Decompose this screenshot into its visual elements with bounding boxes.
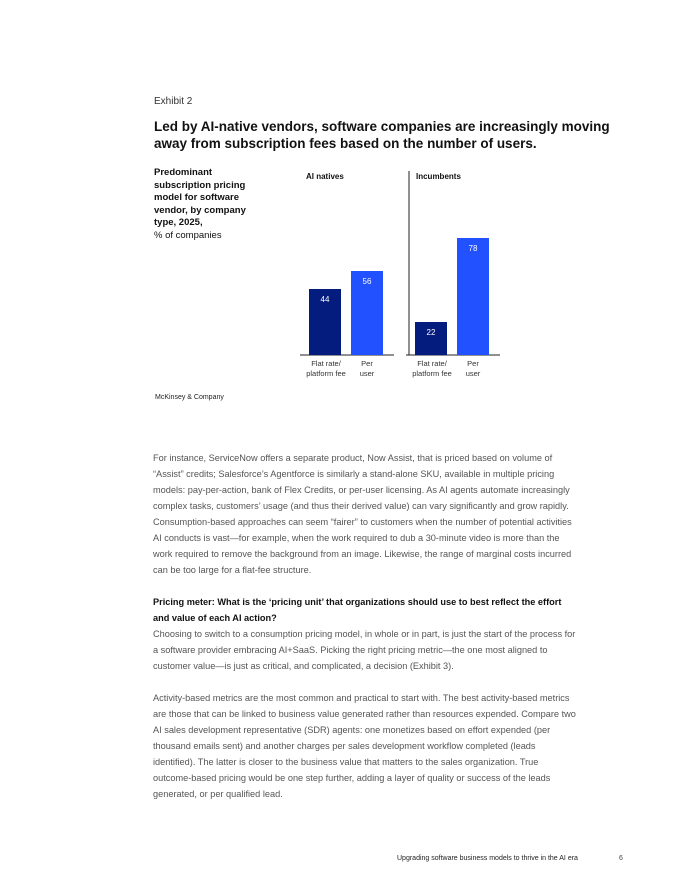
paragraph-3: Activity-based metrics are the most common and practical to start with. The best activity-based metrics are those that can be linked to business value generated rather than resources expended. Compare two AI sales development representative (SDR) agents: one monetizes based on effort expended (per thousand emails sent) and another charges per sales development workflow completed (leads identified). The latter is closer to the business value that matters to the sales organization. True outcome-based pricing would be one step further, adding a layer of quality or success of the leads generated, or per qualified lead. <box>153 693 576 799</box>
chart-description-unit: % of companies <box>154 229 222 241</box>
chart-description-title: Predominant subscription pricing model for software vendor, by company type, 2025, <box>154 167 246 228</box>
subheading: Pricing meter: What is the ‘pricing unit’ that organizations should use to best reflect the effort and value of each AI action? <box>153 597 562 623</box>
value-label-ai-natives-flat-rate: 44 <box>320 295 330 304</box>
chart-description <box>154 167 254 242</box>
group-label-ai-natives: AI natives <box>306 172 344 181</box>
paragraph-2: Choosing to switch to a consumption pricing model, in whole or in part, is just the start of the process for a software provider embracing AI+SaaS. Picking the right pricing metric—the one most aligned to customer value—is just as critical, and complicated, a decision (Exhibit 3). <box>153 629 576 671</box>
category-label-ai-natives-flat-rate: Flat rate/ <box>311 359 341 368</box>
category-label-incumbents-flat-rate: platform fee <box>412 369 452 378</box>
category-label-incumbents-flat-rate: Flat rate/ <box>417 359 447 368</box>
bar-incumbents-per-user <box>457 238 489 355</box>
category-label-ai-natives-per-user: Per <box>361 359 373 368</box>
footer-title: Upgrading software business models to thrive in the AI era <box>397 855 578 862</box>
article-body <box>153 450 578 818</box>
exhibit-title: Led by AI-native vendors, software companies are increasingly moving away from subscription fees based on the number of users. <box>154 119 610 151</box>
value-label-incumbents-per-user: 78 <box>468 244 478 253</box>
category-label-incumbents-per-user: Per <box>467 359 479 368</box>
category-label-ai-natives-per-user: user <box>359 369 375 378</box>
bar-incumbents-flat-rate <box>415 322 447 355</box>
bars <box>306 238 489 378</box>
exhibit-label: Exhibit 2 <box>154 96 193 107</box>
value-label-incumbents-flat-rate: 22 <box>426 328 436 337</box>
category-label-incumbents-per-user: user <box>465 369 481 378</box>
bar-chart <box>290 168 510 383</box>
chart-svg <box>290 168 510 383</box>
group-label-incumbents: Incumbents <box>416 172 461 181</box>
value-label-ai-natives-per-user: 56 <box>362 277 372 286</box>
page-number: 6 <box>619 855 623 862</box>
source-label: McKinsey & Company <box>155 394 224 401</box>
category-label-ai-natives-flat-rate: platform fee <box>306 369 346 378</box>
paragraph-1: For instance, ServiceNow offers a separate product, Now Assist, that is priced based on volume of “Assist” credits; Salesforce’s Agentforce is similarly a stand-alone SKU, available in multiple pricing models: pay-per-action, bank of Flex Credits, or per-user licensing. As AI agents automate increasingly complex tasks, customers’ usage (and thus their derived value) can vary significantly and grow rapidly. Consumption-based approaches can seem “fairer” to customers when the number of potential activities AI conducts is vast—for example, when the work required to dub a 30-minute video is more than the work required to remove the background from an image. Likewise, the range of marginal costs incurred can be too large for a flat-fee structure. <box>153 453 572 575</box>
